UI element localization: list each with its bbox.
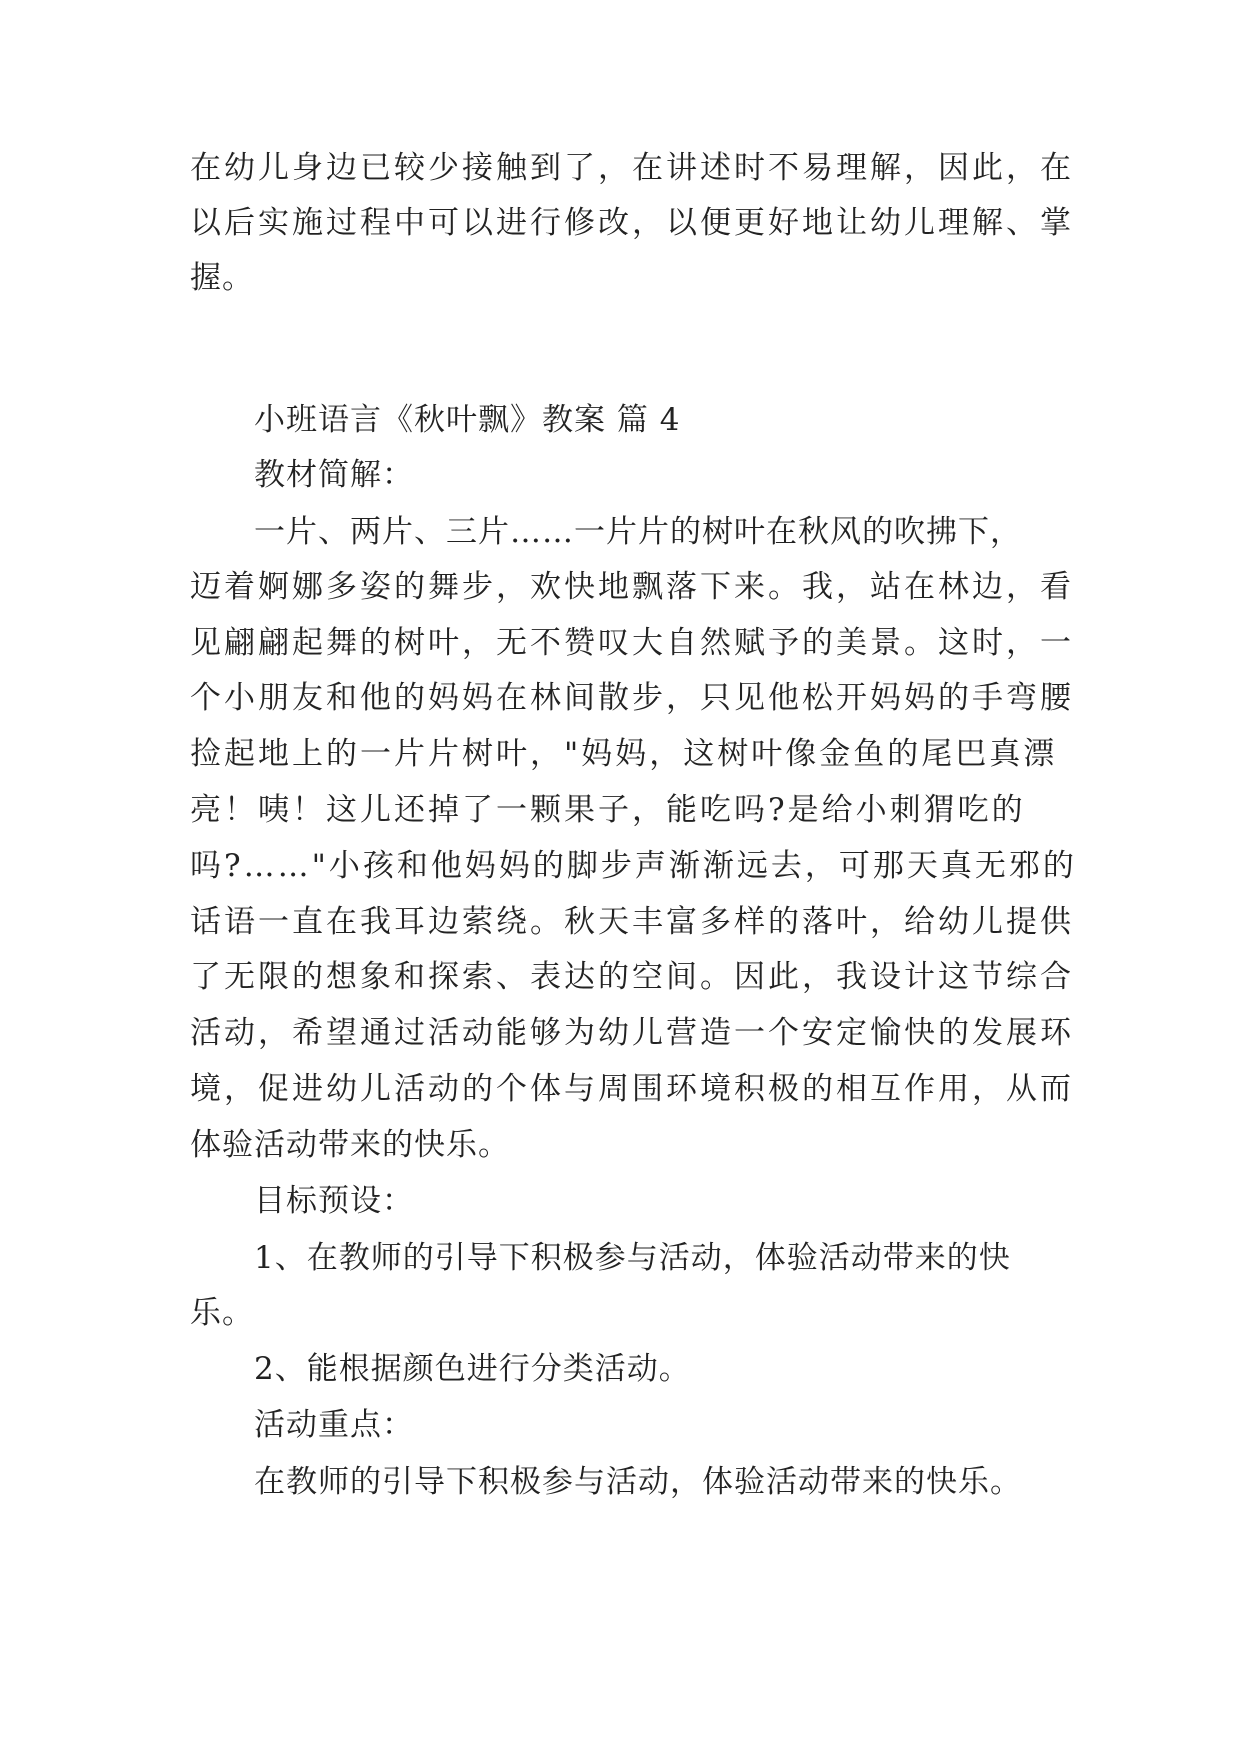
heading-material: 教材简解： [254, 457, 414, 493]
intro-line-3: 握。 [190, 260, 254, 296]
goal-1-line-2: 乐。 [190, 1295, 254, 1331]
material-line-8: 话语一直在我耳边萦绕。秋天丰富多样的落叶，给幼儿提供 [190, 904, 1074, 940]
material-line-9: 了无限的想象和探索、表达的空间。因此，我设计这节综合 [190, 959, 1074, 995]
material-line-3: 见翩翩起舞的树叶，无不赞叹大自然赋予的美景。这时，一 [190, 625, 1074, 661]
section-title: 小班语言《秋叶飘》教案 篇 4 [254, 402, 681, 438]
material-line-10: 活动，希望通过活动能够为幼儿营造一个安定愉快的发展环 [190, 1015, 1074, 1051]
intro-line-1: 在幼儿身边已较少接触到了，在讲述时不易理解，因此，在 [190, 150, 1074, 186]
material-line-2: 迈着婀娜多姿的舞步，欢快地飘落下来。我，站在林边，看 [190, 569, 1074, 605]
material-line-6: 亮！咦！这儿还掉了一颗果子，能吃吗?是给小刺猬吃的 [190, 792, 1026, 828]
material-line-5: 捡起地上的一片片树叶，"妈妈，这树叶像金鱼的尾巴真漂 [190, 736, 1058, 772]
goal-2: 2、能根据颜色进行分类活动。 [254, 1351, 691, 1387]
material-line-7: 吗?……"小孩和他妈妈的脚步声渐渐远去，可那天真无邪的 [190, 848, 1077, 884]
intro-line-2: 以后实施过程中可以进行修改，以便更好地让幼儿理解、掌 [190, 205, 1074, 241]
material-line-12: 体验活动带来的快乐。 [190, 1127, 510, 1163]
material-line-4: 个小朋友和他的妈妈在林间散步，只见他松开妈妈的手弯腰 [190, 680, 1074, 716]
goal-1-line-1: 1、在教师的引导下积极参与活动，体验活动带来的快 [254, 1240, 1011, 1276]
heading-goals: 目标预设： [254, 1183, 414, 1219]
material-line-11: 境，促进幼儿活动的个体与周围环境积极的相互作用，从而 [190, 1071, 1074, 1107]
focus-text: 在教师的引导下积极参与活动，体验活动带来的快乐。 [254, 1464, 1022, 1500]
heading-focus: 活动重点： [254, 1407, 414, 1443]
material-line-1: 一片、两片、三片……一片片的树叶在秋风的吹拂下， [254, 514, 1022, 550]
